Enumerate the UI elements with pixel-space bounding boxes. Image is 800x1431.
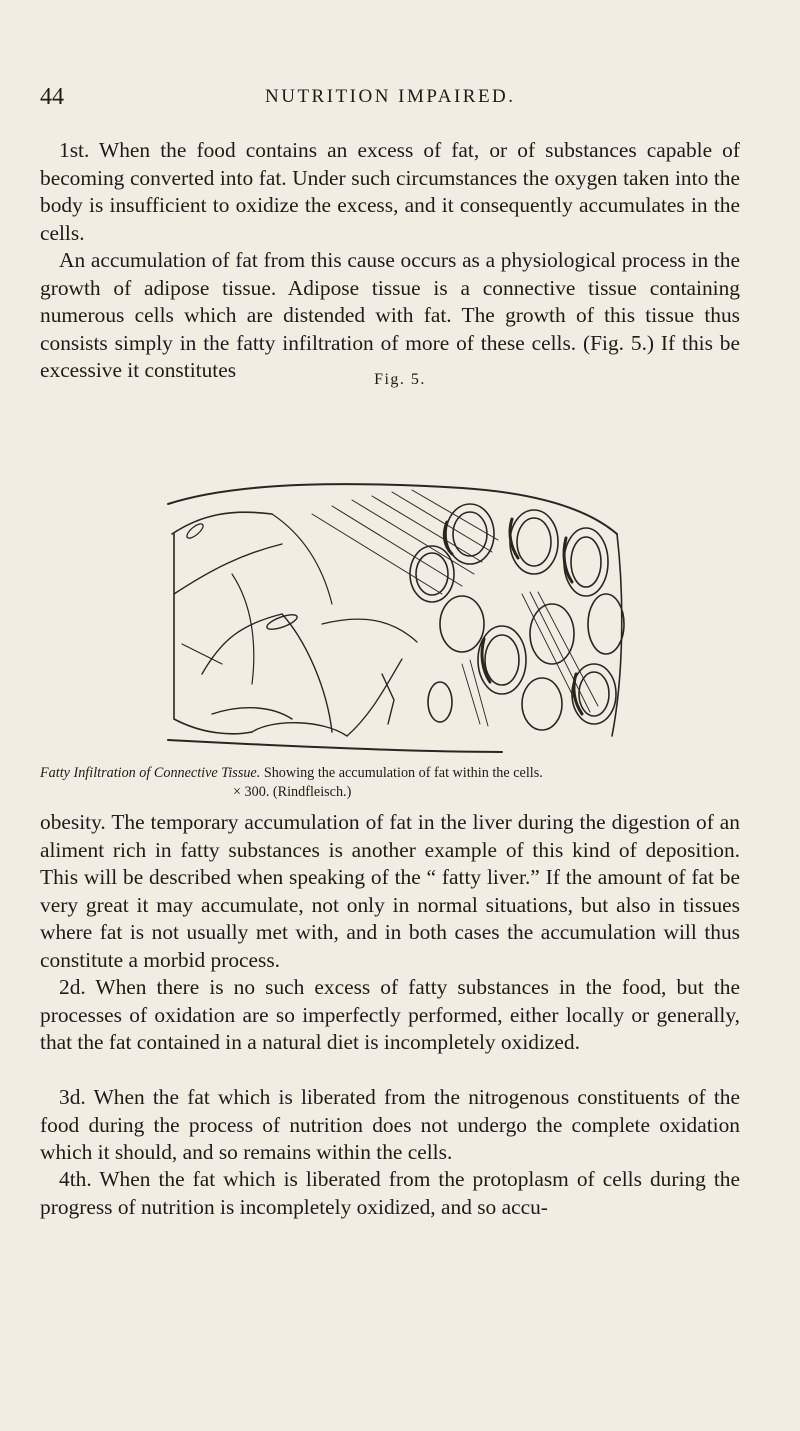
running-head: [40, 84, 740, 114]
caption-magnification-credit: × 300. (Rindfleisch.): [233, 784, 352, 800]
figure-label: Fig. 5.: [374, 371, 426, 388]
running-title: NUTRITION IMPAIRED.: [265, 86, 516, 107]
paragraph-adipose: An accumulation of fat from this cause occurs as a physiological process in the growth of adipose tissue. Adipose tissue is a connective tissue containing numerous cells which are distended with fat. The growth of this tissue thus consists simply in the fatty infiltration of more of these cells. (Fig. 5.) If this be excessive it constitutes: [40, 248, 740, 382]
caption-title: Fatty Infiltration of Connective Tissue.: [40, 765, 261, 781]
paragraph-1st: 1st. When the food contains an excess of fat, or of substances capable of becoming converted into fat. Under such circumstances the oxygen taken into the body is insufficient to oxidize the excess, and it consequently accumulates in the cells.: [40, 138, 740, 245]
page-number: 44: [40, 84, 64, 110]
figure-fatty-infiltration-illustration: [162, 474, 634, 762]
paragraph-4th: 4th. When the fat which is liberated from the protoplasm of cells during the progress of nutrition is incompletely oxidized, and so accu-: [40, 1167, 740, 1219]
paragraph-2d: 2d. When there is no such excess of fatty substances in the food, but the processes of oxidation are so imperfectly performed, either locally or generally, that the fat contained in a natural diet is incompletely oxidized.: [40, 975, 740, 1054]
caption-text: Showing the accumulation of fat within the cells.: [263, 765, 543, 781]
paragraph-3d: 3d. When the fat which is liberated from the nitrogenous constituents of the food during the process of nutrition does not undergo the complete oxidation which it should, and so remains within the cells.: [40, 1085, 740, 1164]
figure-caption: [40, 764, 760, 802]
paragraph-obesity: obesity. The temporary accumulation of fat in the liver during the digestion of an aliment rich in fatty substances is another example of this kind of deposition. This will be described when speaking of the “ fatty liver.” If the amount of fat be very great it may accumulate, not only in normal situations, but also in tissues where fat is not usually met with, and in both cases the accumulation will thus constitute a morbid process.: [40, 810, 740, 972]
